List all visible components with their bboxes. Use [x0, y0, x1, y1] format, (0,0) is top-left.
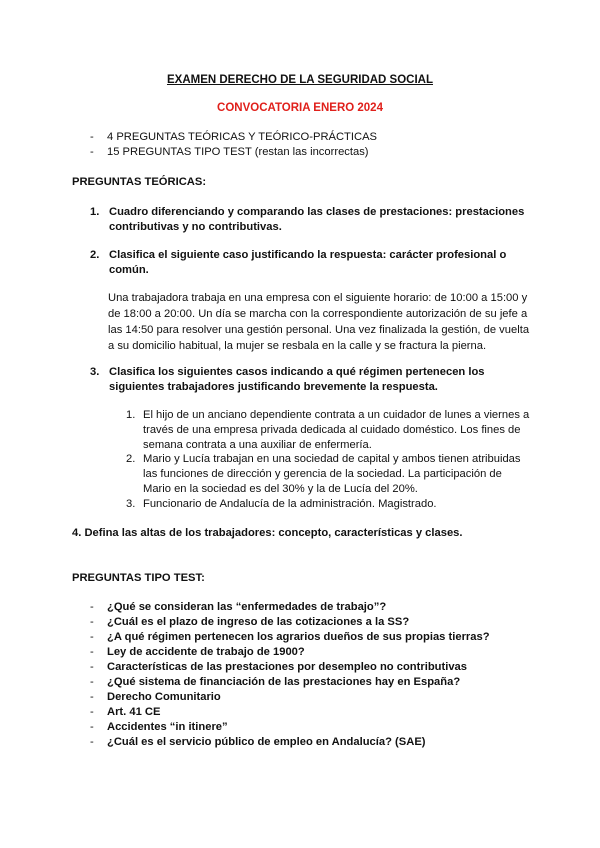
test-question-text: ¿Qué sistema de financiación de las prestaciones hay en España? [107, 676, 461, 688]
bullet-dash: - [90, 736, 94, 748]
exam-call-date: CONVOCATORIA ENERO 2024 [217, 102, 383, 114]
question-number: 3. [90, 366, 100, 378]
bullet-dash: - [90, 676, 94, 688]
test-heading: PREGUNTAS TIPO TEST: [72, 572, 205, 584]
bullet-dash: - [90, 616, 94, 628]
question-text: Cuadro diferenciando y comparando las clases de prestaciones: prestaciones contributivas y no contributivas. [109, 206, 525, 233]
case-item [126, 497, 531, 512]
bullet-dash: - [90, 146, 94, 158]
format-item-text: 4 PREGUNTAS TEÓRICAS Y TEÓRICO-PRÁCTICAS [107, 131, 378, 143]
test-question-text: Accidentes “in itinere” [107, 721, 228, 733]
question-number: 2. [90, 249, 100, 261]
question-text: Clasifica los siguientes casos indicando a qué régimen pertenecen los siguientes trabajadores justificando brevemente la respuesta. [109, 366, 485, 393]
case-item [126, 408, 531, 453]
test-question-text: ¿A qué régimen pertenecen los agrarios dueños de sus propias tierras? [107, 631, 490, 643]
question-number: 1. [90, 206, 100, 218]
case-number: 1. [126, 409, 136, 421]
test-question-text: Ley de accidente de trabajo de 1900? [107, 646, 305, 658]
test-question-text: Art. 41 CE [107, 706, 161, 718]
test-question-text: ¿Qué se consideran las “enfermedades de trabajo”? [107, 601, 387, 613]
bullet-dash: - [90, 661, 94, 673]
case-text: El hijo de un anciano dependiente contrata a un cuidador de lunes a viernes a través de una empresa privada dedicada al cuidado doméstico. Los fines de semana contrata a una auxiliar de enfermería. [143, 409, 530, 451]
theory-question-1 [90, 205, 530, 235]
bullet-dash: - [90, 131, 94, 143]
test-question-text: ¿Cuál es el plazo de ingreso de las cotizaciones a la SS? [107, 616, 410, 628]
format-item-text: 15 PREGUNTAS TIPO TEST (restan las incorrectas) [107, 146, 369, 158]
case-text: Funcionario de Andalucía de la administración. Magistrado. [143, 498, 437, 510]
theory-question-4: 4. Defina las altas de los trabajadores: concepto, características y clases. [72, 527, 463, 539]
bullet-dash: - [90, 601, 94, 613]
question-text: Clasifica el siguiente caso justificando la respuesta: carácter profesional o común. [109, 249, 507, 276]
test-question-text: ¿Cuál es el servicio público de empleo en Andalucía? (SAE) [107, 736, 426, 748]
case-item [126, 452, 531, 497]
test-question-text: Derecho Comunitario [107, 691, 221, 703]
theory-question-3 [90, 365, 530, 395]
bullet-dash: - [90, 631, 94, 643]
exam-title: EXAMEN DERECHO DE LA SEGURIDAD SOCIAL [166, 74, 433, 86]
case-number: 3. [126, 498, 136, 510]
bullet-dash: - [90, 691, 94, 703]
theory-heading: PREGUNTAS TEÓRICAS: [72, 176, 207, 188]
theory-question-2 [90, 248, 530, 278]
bullet-dash: - [90, 721, 94, 733]
case-text: Mario y Lucía trabajan en una sociedad de capital y ambos tienen atribuidas las funciones de dirección y gerencia de la sociedad. La participación de Mario en la sociedad es del 30% y la de Lucía del 20%. [143, 453, 521, 495]
bullet-dash: - [90, 706, 94, 718]
bullet-dash: - [90, 646, 94, 658]
case-description: Una trabajadora trabaja en una empresa con el siguiente horario: de 10:00 a 15:00 y de 18:00 a 20:00. Un día se marcha con la correspondiente autorización de su jefe a las 14:50 para resolver una gestión personal. Una vez finalizada la gestión, de vuelta a su domicilio habitual, la mujer se resbala en la calle y se fractura la pierna. [108, 292, 530, 352]
case-number: 2. [126, 453, 136, 465]
test-question-text: Características de las prestaciones por desempleo no contributivas [107, 661, 467, 673]
